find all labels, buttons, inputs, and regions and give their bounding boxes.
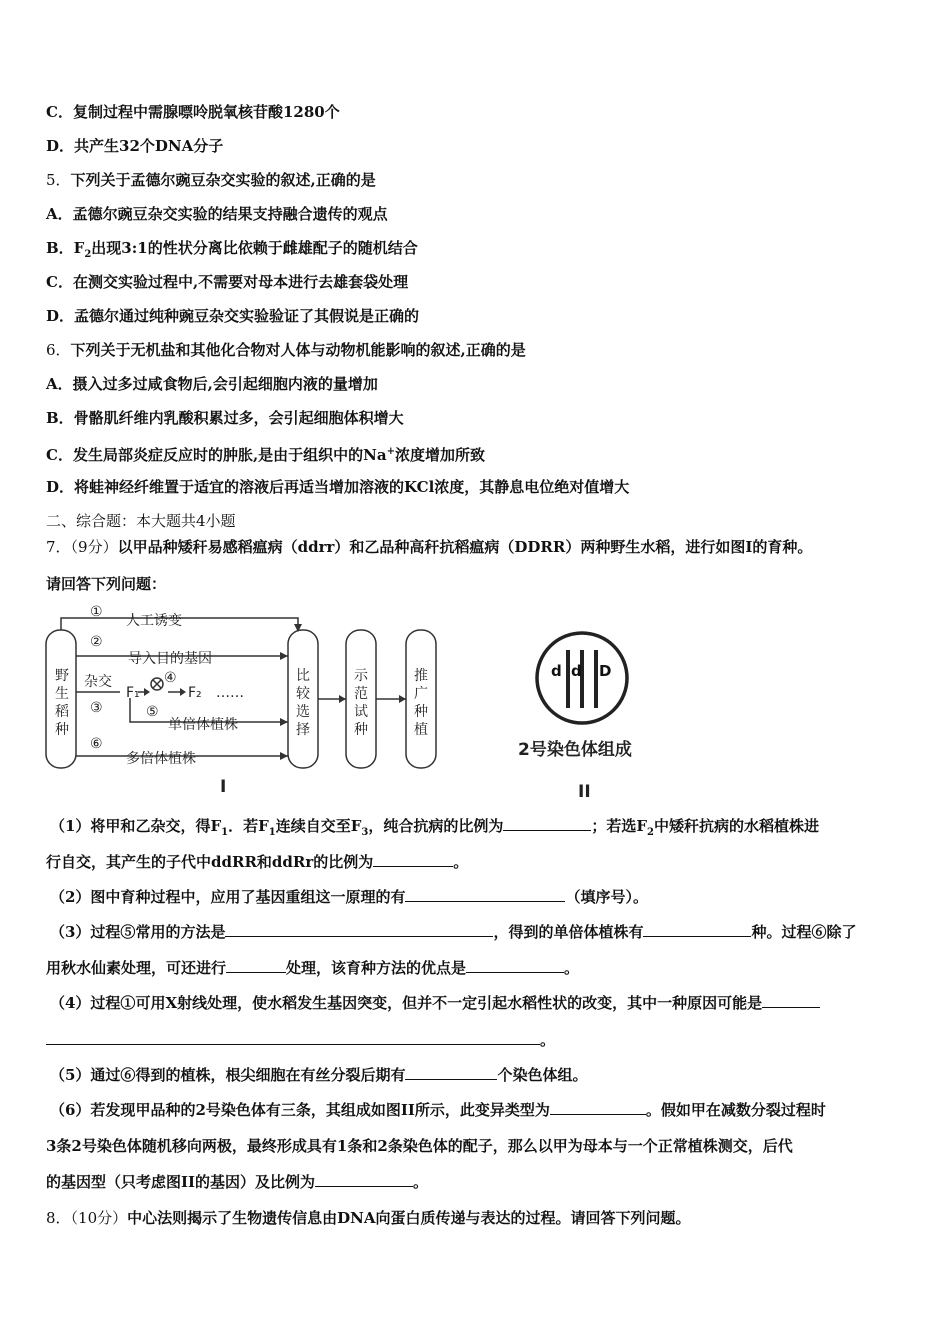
blank-6a[interactable] bbox=[550, 1100, 646, 1115]
q6-option-b: B．骨骼肌纤维内乳酸积累过多，会引起细胞体积增大 bbox=[46, 409, 404, 427]
q7-part6-line2: 3条2号染色体随机移向两极，最终形成具有1条和2条染色体的配子，那么以甲为母本与一个正常植株测交，后代 bbox=[46, 1137, 793, 1155]
arrowhead-8 bbox=[399, 695, 406, 703]
blank-1a[interactable] bbox=[503, 816, 591, 831]
label-gene-import: 导入目的基因 bbox=[128, 651, 212, 667]
blank-3b[interactable] bbox=[643, 922, 751, 937]
box1-char-3: 选 bbox=[296, 704, 310, 720]
circle-3: ③ bbox=[90, 700, 103, 716]
p2-t1: （2）图中育种过程中，应用了基因重组这一原理的有 bbox=[50, 888, 406, 906]
gene-d-2: d bbox=[571, 662, 582, 680]
start-char-3: 稻 bbox=[55, 704, 69, 720]
box1-char-4: 择 bbox=[296, 722, 310, 738]
blank-4b[interactable] bbox=[46, 1030, 540, 1045]
p1-sub-1b: 1 bbox=[268, 827, 276, 838]
q7-stem-text: 以甲品种矮秆易感稻瘟病（ddrr）和乙品种高秆抗稻瘟病（DDRR）两种野生水稻，进行如图I的育种。 bbox=[117, 538, 813, 556]
p1b-t1: 行自交，其产生的子代中ddRR和ddRr的比例为 bbox=[46, 853, 374, 871]
blank-6b[interactable] bbox=[315, 1172, 413, 1187]
start-char-1: 野 bbox=[55, 668, 69, 684]
p4-t1: （4）过程①可用X射线处理，使水稻发生基因突变，但并不一定引起水稻性状的改变，其中一种原因可能是 bbox=[50, 994, 763, 1012]
p1-t2: ．若F bbox=[228, 817, 269, 835]
q6-stem-text: 下列关于无机盐和其他化合物对人体与动物机能影响的叙述,正确的是 bbox=[70, 341, 526, 359]
q7-stem bbox=[46, 537, 812, 557]
start-char-4: 种 bbox=[55, 722, 69, 738]
q7-part3-line1 bbox=[50, 922, 856, 942]
q7-part4-line1 bbox=[50, 993, 820, 1013]
figure-ii-caption: II bbox=[578, 782, 591, 802]
label-mutation: 人工诱变 bbox=[126, 613, 182, 629]
q5-option-d: D．孟德尔通过纯种豌豆杂交实验验证了其假说是正确的 bbox=[46, 307, 420, 325]
q8-stem bbox=[46, 1208, 691, 1228]
box2-char-1: 示 bbox=[354, 668, 368, 684]
arrowhead-1 bbox=[294, 624, 302, 632]
label-polyploid: 多倍体植株 bbox=[126, 751, 196, 767]
q4-option-d: D．共产生32个DNA分子 bbox=[46, 137, 224, 155]
q7-ask: 请回答下列问题： bbox=[46, 575, 167, 593]
p5-t2: 个染色体组。 bbox=[497, 1066, 588, 1084]
label-haploid: 单倍体植株 bbox=[168, 717, 238, 733]
q7-score: （9分） bbox=[70, 538, 118, 556]
q5-option-a: A．孟德尔豌豆杂交实验的结果支持融合遗传的观点 bbox=[46, 205, 388, 223]
q5-option-c: C．在测交实验过程中,不需要对母本进行去雄套袋处理 bbox=[46, 273, 409, 291]
p1-t5: ；若选F bbox=[591, 817, 647, 835]
q7-part2 bbox=[50, 887, 648, 907]
q6-stem bbox=[46, 340, 526, 360]
p5-t1: （5）通过⑥得到的植株，根尖细胞在有丝分裂后期有 bbox=[50, 1066, 406, 1084]
figure-ii-label: 2号染色体组成 bbox=[518, 740, 632, 760]
q5-stem bbox=[46, 170, 376, 190]
arrowhead-3b bbox=[180, 688, 186, 696]
gene-d-1: d bbox=[551, 662, 562, 680]
section-heading: 二、综合题：本大题共4小题 bbox=[46, 512, 236, 530]
figure-i-caption: I bbox=[220, 777, 227, 797]
q5-stem-text: 下列关于孟德尔豌豆杂交实验的叙述,正确的是 bbox=[70, 171, 376, 189]
box3-char-3: 种 bbox=[414, 704, 428, 720]
box3-char-4: 植 bbox=[414, 722, 428, 738]
q7-part4-line2 bbox=[46, 1030, 555, 1050]
p4-end: 。 bbox=[540, 1031, 556, 1049]
q7-part3-line2 bbox=[46, 958, 579, 978]
circle-5: ⑤ bbox=[146, 704, 159, 720]
box3-char-2: 广 bbox=[414, 686, 428, 702]
circle-1: ① bbox=[90, 604, 103, 620]
circle-6: ⑥ bbox=[90, 736, 103, 752]
p1-sub-3: 3 bbox=[361, 827, 369, 838]
arrowhead-7 bbox=[339, 695, 346, 703]
arrowhead-3a bbox=[144, 688, 150, 696]
blank-5[interactable] bbox=[405, 1065, 497, 1080]
q7-figures bbox=[40, 600, 920, 805]
q7-part6-line1 bbox=[50, 1100, 826, 1120]
q4-option-c: C．复制过程中需腺嘌呤脱氧核苷酸1280个 bbox=[46, 103, 340, 121]
q6-option-c bbox=[46, 442, 485, 465]
arrowhead-2 bbox=[280, 652, 288, 660]
q6-option-c-sup: + bbox=[386, 446, 395, 457]
q8-number: 8． bbox=[46, 1209, 71, 1227]
q5-option-b-pre: B．F bbox=[46, 239, 85, 257]
q6-number: 6． bbox=[46, 341, 71, 359]
box2-char-2: 范 bbox=[354, 686, 368, 702]
start-char-2: 生 bbox=[55, 686, 69, 702]
q6-option-c-pre: C．发生局部炎症反应时的肿胀,是由于组织中的Na bbox=[46, 446, 387, 464]
p1-sub-2: 2 bbox=[646, 827, 654, 838]
p3b-t2: 处理，该育种方法的优点是 bbox=[286, 959, 467, 977]
label-f2: F₂ bbox=[188, 685, 202, 701]
p1-t1: （1）将甲和乙杂交，得F bbox=[50, 817, 222, 835]
p3-t2: ，得到的单倍体植株有 bbox=[493, 923, 644, 941]
q6-option-d: D．将蛙神经纤维置于适宜的溶液后再适当增加溶液的KCl浓度，其静息电位绝对值增大 bbox=[46, 478, 630, 496]
q7-part5 bbox=[50, 1065, 587, 1085]
blank-3c[interactable] bbox=[226, 958, 286, 973]
blank-3a[interactable] bbox=[225, 922, 493, 937]
blank-1b[interactable] bbox=[373, 852, 453, 867]
p6c-t2: 。 bbox=[413, 1173, 429, 1191]
blank-3d[interactable] bbox=[466, 958, 564, 973]
chromosome-3 bbox=[594, 650, 598, 708]
arrowhead-5 bbox=[280, 718, 288, 726]
figure-ii bbox=[518, 633, 632, 802]
box2-char-4: 种 bbox=[354, 722, 368, 738]
q5-option-b-sub: 2 bbox=[84, 249, 92, 260]
circle-4: ④ bbox=[164, 670, 177, 686]
figure-i-labels bbox=[55, 604, 428, 797]
q5-number: 5． bbox=[46, 171, 71, 189]
p3-t1: （3）过程⑤常用的方法是 bbox=[50, 923, 226, 941]
p3b-t3: 。 bbox=[564, 959, 580, 977]
q7-number: 7． bbox=[46, 538, 71, 556]
label-dots: …… bbox=[216, 685, 244, 701]
p6c-t1: 的基因型（只考虑图II的基因）及比例为 bbox=[46, 1173, 316, 1191]
gene-D: D bbox=[599, 662, 612, 680]
p1-t6: 中矮秆抗病的水稻植株进 bbox=[653, 817, 819, 835]
self-cross-x bbox=[153, 680, 161, 688]
p3b-t1: 用秋水仙素处理，可还进行 bbox=[46, 959, 227, 977]
chromosome-1 bbox=[566, 650, 570, 708]
p1-t4: ，纯合抗病的比例为 bbox=[368, 817, 504, 835]
blank-4a[interactable] bbox=[762, 993, 820, 1008]
q8-score: （10分） bbox=[70, 1209, 128, 1227]
q6-option-a: A．摄入过多过咸食物后,会引起细胞内液的量增加 bbox=[46, 375, 378, 393]
p3-t3: 种。过程⑥除了 bbox=[751, 923, 857, 941]
blank-2[interactable] bbox=[405, 887, 565, 902]
circle-2: ② bbox=[90, 634, 103, 650]
q7-part6-line3 bbox=[46, 1172, 428, 1192]
label-cross: 杂交 bbox=[84, 674, 112, 690]
q5-option-b-post: 出现3:1的性状分离比依赖于雌雄配子的随机结合 bbox=[91, 239, 418, 257]
q8-stem-text: 中心法则揭示了生物遗传信息由DNA向蛋白质传递与表达的过程。请回答下列问题。 bbox=[127, 1209, 691, 1227]
box1-char-1: 比 bbox=[296, 668, 310, 684]
p6-t1: （6）若发现甲品种的2号染色体有三条，其组成如图II所示，此变异类型为 bbox=[50, 1101, 550, 1119]
p2-t2: （填序号）。 bbox=[565, 888, 648, 906]
box3-char-1: 推 bbox=[414, 668, 428, 684]
p1-t3: 连续自交至F bbox=[275, 817, 362, 835]
box2-char-3: 试 bbox=[354, 704, 368, 720]
label-f1: F₁ bbox=[126, 685, 140, 701]
p1b-t2: 。 bbox=[453, 853, 469, 871]
box1-char-2: 较 bbox=[296, 686, 310, 702]
q5-option-b bbox=[46, 238, 418, 265]
q7-part1-line1 bbox=[50, 816, 819, 843]
p1-sub-1a: 1 bbox=[221, 827, 229, 838]
q7-part1-line2 bbox=[46, 852, 468, 872]
arrowhead-6 bbox=[280, 752, 288, 760]
p6-t2: 。假如甲在减数分裂过程时 bbox=[645, 1101, 826, 1119]
q6-option-c-post: 浓度增加所致 bbox=[394, 446, 485, 464]
